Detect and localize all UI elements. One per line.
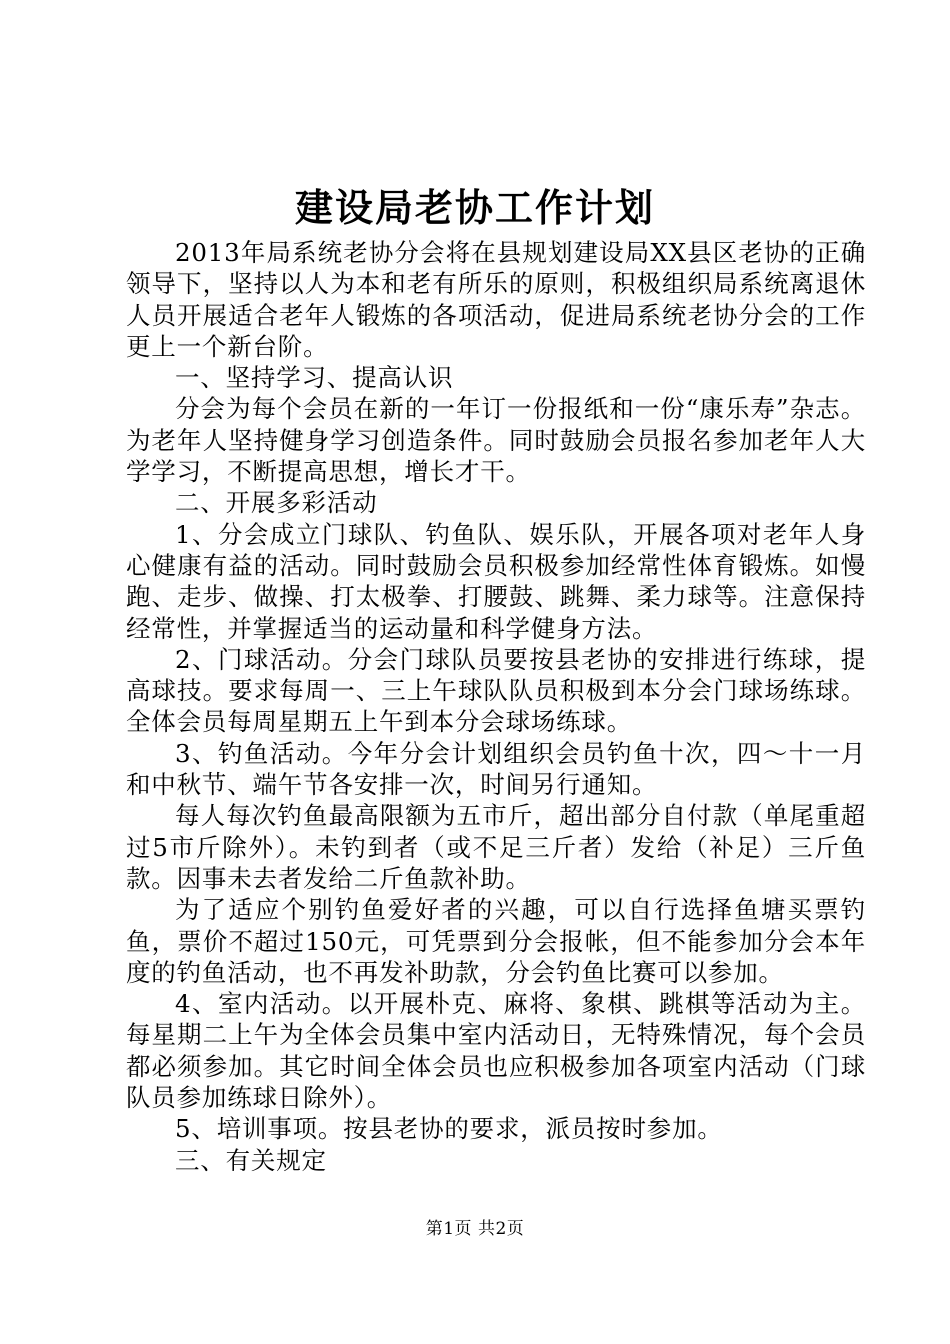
- document-title: 建设局老协工作计划: [294, 185, 655, 230]
- paragraph-item-3: 3、钓鱼活动。今年分会计划组织会员钓鱼十次，四～十一月和中秋节、端午节各安排一次，时间另行通知。: [126, 738, 866, 800]
- section-heading-3: 三、有关规定: [175, 1145, 327, 1175]
- paragraph-item-4: 4、室内活动。以开展朴克、麻将、象棋、跳棋等活动为主。每星期二上午为全体会员集中室内活动日，无特殊情况，每个会员都必须参加。其它时间全体会员也应积极参加各项室内活动（门球队员参加练球日除外）。: [126, 989, 866, 1113]
- document-body: [126, 237, 866, 1176]
- paragraph-fishing-ticket: 为了适应个别钓鱼爱好者的兴趣，可以自行选择鱼塘买票钓鱼，票价不超过150元，可凭票到分会报帐，但不能参加分会本年度的钓鱼活动，也不再发补助款，分会钓鱼比赛可以参加。: [126, 895, 866, 987]
- section-heading-1: 一、坚持学习、提高认识: [175, 363, 454, 393]
- paragraph-study: 分会为每个会员在新的一年订一份报纸和一份“康乐寿”杂志。为老年人坚持健身学习创造条件。同时鼓励会员报名参加老年人大学学习，不断提高思想，增长才干。: [126, 394, 866, 487]
- paragraph-fishing-limit: 每人每次钓鱼最高限额为五市斤，超出部分自付款（单尾重超过5市斤除外）。未钓到者（或不足三斤者）发给（补足）三斤鱼款。因事未去者发给二斤鱼款补助。: [126, 801, 866, 893]
- paragraph-item-2: 2、门球活动。分会门球队员要按县老协的安排进行练球，提高球技。要求每周一、三上午球队队员积极到本分会门球场练球。全体会员每周星期五上午到本分会球场练球。: [126, 644, 866, 737]
- paragraph-item-5: 5、培训事项。按县老协的要求，派员按时参加。: [175, 1114, 723, 1144]
- page-footer: 第1页 共2页: [425, 1219, 525, 1239]
- paragraph-item-1: 1、分会成立门球队、钓鱼队、娱乐队，开展各项对老年人身心健康有益的活动。同时鼓励会员积极参加经常性体育锻炼。如慢跑、走步、做操、打太极拳、打腰鼓、跳舞、柔力球等。注意保持经常性，并掌握适当的运动量和科学健身方法。: [126, 519, 866, 643]
- section-heading-2: 二、开展多彩活动: [175, 488, 378, 518]
- paragraph-intro: 2013年局系统老协分会将在县规划建设局XX县区老协的正确领导下，坚持以人为本和老有所乐的原则，积极组织局系统离退休人员开展适合老年人锻炼的各项活动，促进局系统老协分会的工作更上一个新台阶。: [126, 238, 866, 361]
